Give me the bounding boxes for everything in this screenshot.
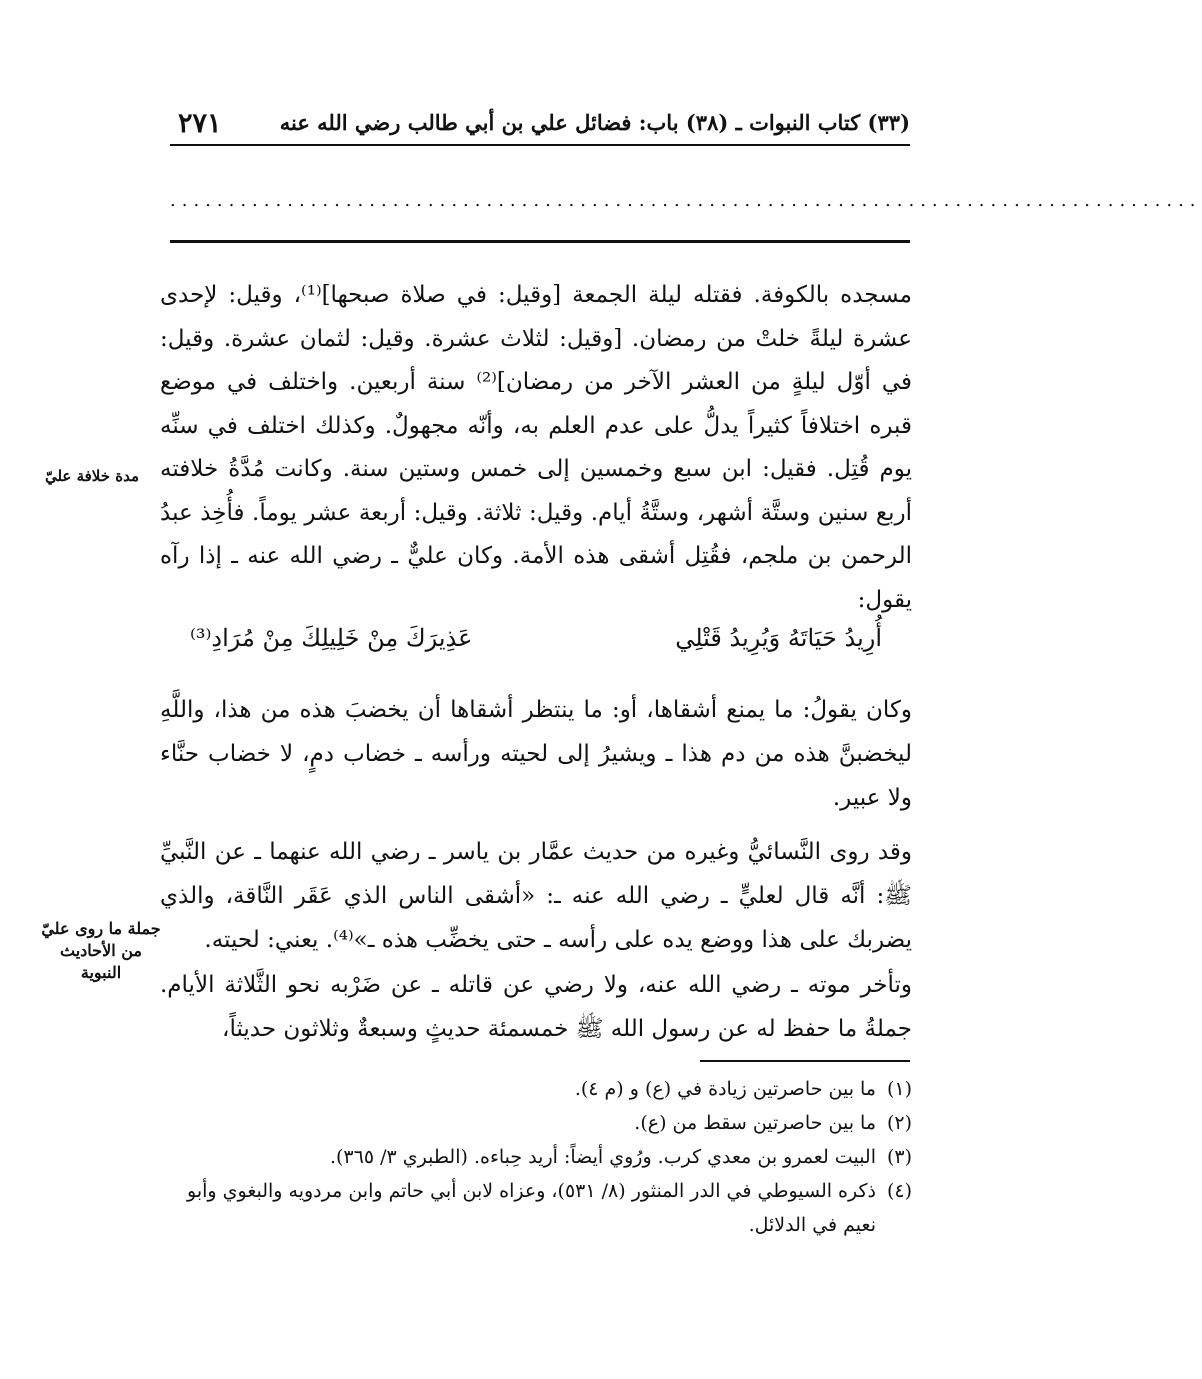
header-divider [170, 144, 910, 146]
footnote-number: (٤) [886, 1180, 912, 1202]
footnote-number: (٣) [886, 1146, 912, 1168]
main-text-block-1 [160, 274, 912, 622]
footnote-divider [700, 1060, 910, 1062]
page-number: ٢٧١ [178, 108, 222, 139]
paragraph-3: وقد روى النَّسائيُّ وغيره من حديث عمَّار بن ياسر ـ رضي الله عنهما ـ عن النَّبيِّ ﷺ: أنَّه قال لعليٍّ ـ رضي الله عنه ـ: «أشقى الناس الذي عَقَر النَّاقة، والذي يضربك على هذا ووضع يده على رأسه ـ حتى يخضِّب هذه ـ»⁽⁴⁾. يعني: لحيته. [160, 839, 912, 953]
poem-first-hemistich: أُرِيدُ حَيَاتَهُ وَيُرِيدُ قَتْلِي [675, 624, 882, 652]
footnote-text: ما بين حاصرتين سقط من (ع). [634, 1112, 876, 1134]
margin-note-hadith-count: جملة ما روى عليّ من الأحاديث النبوية [41, 919, 161, 982]
paragraph-1: مسجده بالكوفة. فقتله ليلة الجمعة [وقيل: في صلاة صبحها]⁽¹⁾، وقيل: لإحدى عشرة ليلةً خلتْ من رمضان. [وقيل: لثلاث عشرة. وقيل: لثمان عشرة. وقيل: في أوّل ليلةٍ من العشر الآخر من رمضان]⁽²⁾ سنة أربعين. واختلف في موضع قبره اختلافاً كثيراً يدلُّ على عدم العلم به، وأنّه مجهولٌ. وكذلك اختلف في سنِّه يوم قُتِل. فقيل: ابن سبع وخمسين إلى خمس وستين سنة. وكانت مُدَّةُ خلافته أربع سنين وستَّة أشهر، وستَّةُ أيام. وقيل: ثلاثة. وقيل: أربعة عشر يوماً. فأُخِذ عبدُ الرحمن بن ملجم، فقُتِل أشقى هذه الأمة. وكان عليٌّ ـ رضي الله عنه ـ إذا رآه يقول: [160, 282, 912, 613]
margin-note-caliphate-duration: مدة خلافة عليّ [44, 467, 140, 485]
footnote-text: ذكره السيوطي في الدر المنثور (٨/ ٥٣١)، وعزاه لابن أبي حاتم وابن مردويه والبغوي وأبو نعيم في الدلائل. [187, 1180, 876, 1236]
paragraph-2: وكان يقولُ: ما يمنع أشقاها، أو: ما ينتظر أشقاها أن يخضبَ هذه من هذا، واللَّهِ ليخضبنَّ هذه من دم هذا ـ ويشيرُ إلى لحيته ورأسه ـ خضاب دمٍ، لا خضاب حنَّاء ولا عبير. [160, 697, 912, 811]
footnote-item [160, 1140, 912, 1174]
poem-verse [160, 624, 912, 668]
ellipsis-line: ........................................................................................ [170, 190, 1202, 211]
footnotes [160, 1072, 912, 1242]
footnote-item [160, 1106, 912, 1140]
paragraph-4: وتأخر موته ـ رضي الله عنه، ولا رضي عن قاتله ـ عن ضَرْبه نحو الثَّلاثة الأيام. جملةُ ما حفظ له عن رسول الله ﷺ خمسمئة حديثٍ وسبعةٌ وثلاثون حديثاً، [160, 972, 912, 1042]
footnote-number: (١) [886, 1078, 912, 1100]
chapter-title: (٣٣) كتاب النبوات ـ (٣٨) باب: فضائل علي بن أبي طالب رضي الله عنه [279, 110, 910, 135]
poem-second-hemistich: عَذِيرَكَ مِنْ خَلِيلِكَ مِنْ مُرَادِ⁽³⁾ [190, 624, 473, 652]
footnote-text: ما بين حاصرتين زيادة في (ع) و (م ٤). [574, 1078, 876, 1100]
footnote-number: (٢) [886, 1112, 912, 1134]
footnote-text: البيت لعمرو بن معدي كرب. ورُوي أيضاً: أريد حِباءه. (الطبري ٣/ ٣٦٥). [329, 1146, 876, 1168]
running-header [170, 108, 910, 140]
footnote-item [160, 1174, 912, 1242]
footnote-item [160, 1072, 912, 1106]
section-divider [170, 240, 910, 243]
